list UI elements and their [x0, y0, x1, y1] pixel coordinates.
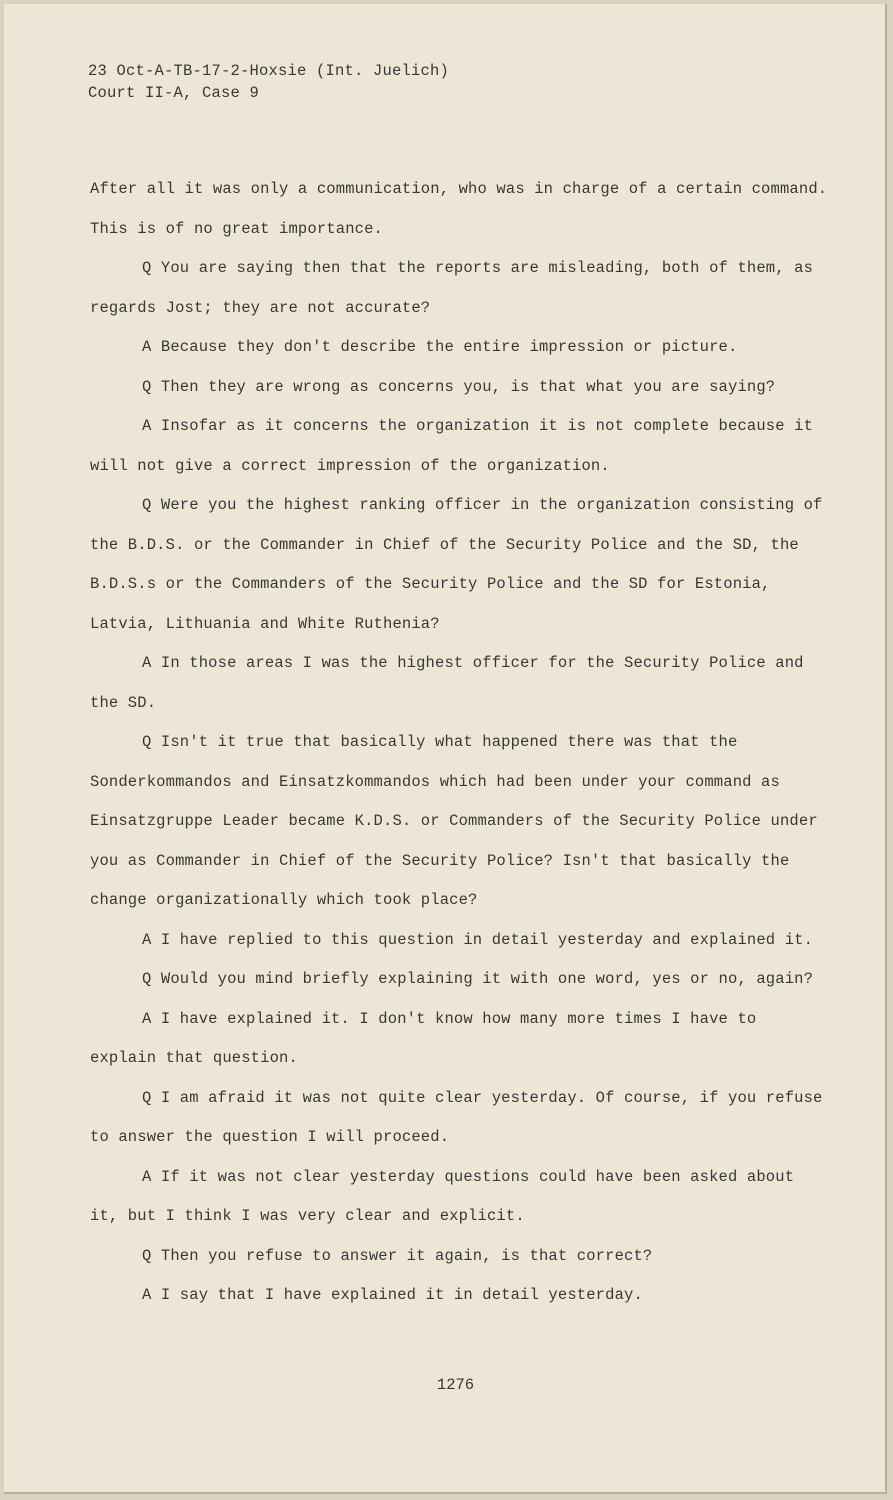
answer-paragraph: A I have replied to this question in detail yesterday and explained it.: [142, 930, 814, 949]
header-reference-line: 23 Oct-A-TB-17-2-Hoxsie (Int. Juelich): [88, 62, 450, 80]
document-header: [88, 60, 449, 104]
answer-paragraph: A Because they don't describe the entire impression or picture.: [142, 338, 738, 356]
question-paragraph: Q Then they are wrong as concerns you, is that what you are saying?: [142, 377, 776, 396]
transcript-paragraph: After all it was only a communication, who was in charge of a certain command. This is of no great importance.: [90, 180, 828, 238]
question-paragraph: Q Would you mind briefly explaining it with one word, yes or no, again?: [142, 970, 814, 988]
answer-paragraph: A If it was not clear yesterday questions could have been asked about it, but I think I was very clear and explicit.: [90, 1167, 795, 1225]
header-court-line: Court II-A, Case 9: [88, 84, 260, 102]
question-paragraph: Q Were you the highest ranking officer in the organization consisting of the B.D.S. or the Commander in Chief of the Security Police and the SD, the B.D.S.s or the Commanders of the Security Police and the SD for Estonia, Latvia, Lithuania and White Ruthenia?: [90, 496, 823, 633]
question-paragraph: Q I am afraid it was not quite clear yesterday. Of course, if you refuse to answer the question I will proceed.: [90, 1088, 823, 1146]
answer-paragraph: A In those areas I was the highest officer for the Security Police and the SD.: [90, 654, 804, 712]
transcript-page: [4, 4, 887, 1494]
question-paragraph: Q Isn't it true that basically what happened there was that the Sonderkommandos and Einsatzkommandos which had been under your command as Einsatzgruppe Leader became K.D.S. or Commanders of the Security Police under you as Commander in Chief of the Security Police? Isn't that basically the change organizationally which took place?: [90, 733, 818, 909]
page-number: 1276: [436, 1376, 475, 1394]
answer-paragraph: A Insofar as it concerns the organization it is not complete because it will not give a correct impression of the organization.: [90, 417, 814, 475]
question-paragraph: Q Then you refuse to answer it again, is that correct?: [142, 1246, 653, 1265]
transcript-body: [90, 170, 830, 1316]
answer-paragraph: A I say that I have explained it in detail yesterday.: [142, 1286, 643, 1304]
question-paragraph: Q You are saying then that the reports are misleading, both of them, as regards Jost; they are not accurate?: [90, 259, 814, 317]
answer-paragraph: A I have explained it. I don't know how many more times I have to explain that question.: [90, 1009, 757, 1067]
